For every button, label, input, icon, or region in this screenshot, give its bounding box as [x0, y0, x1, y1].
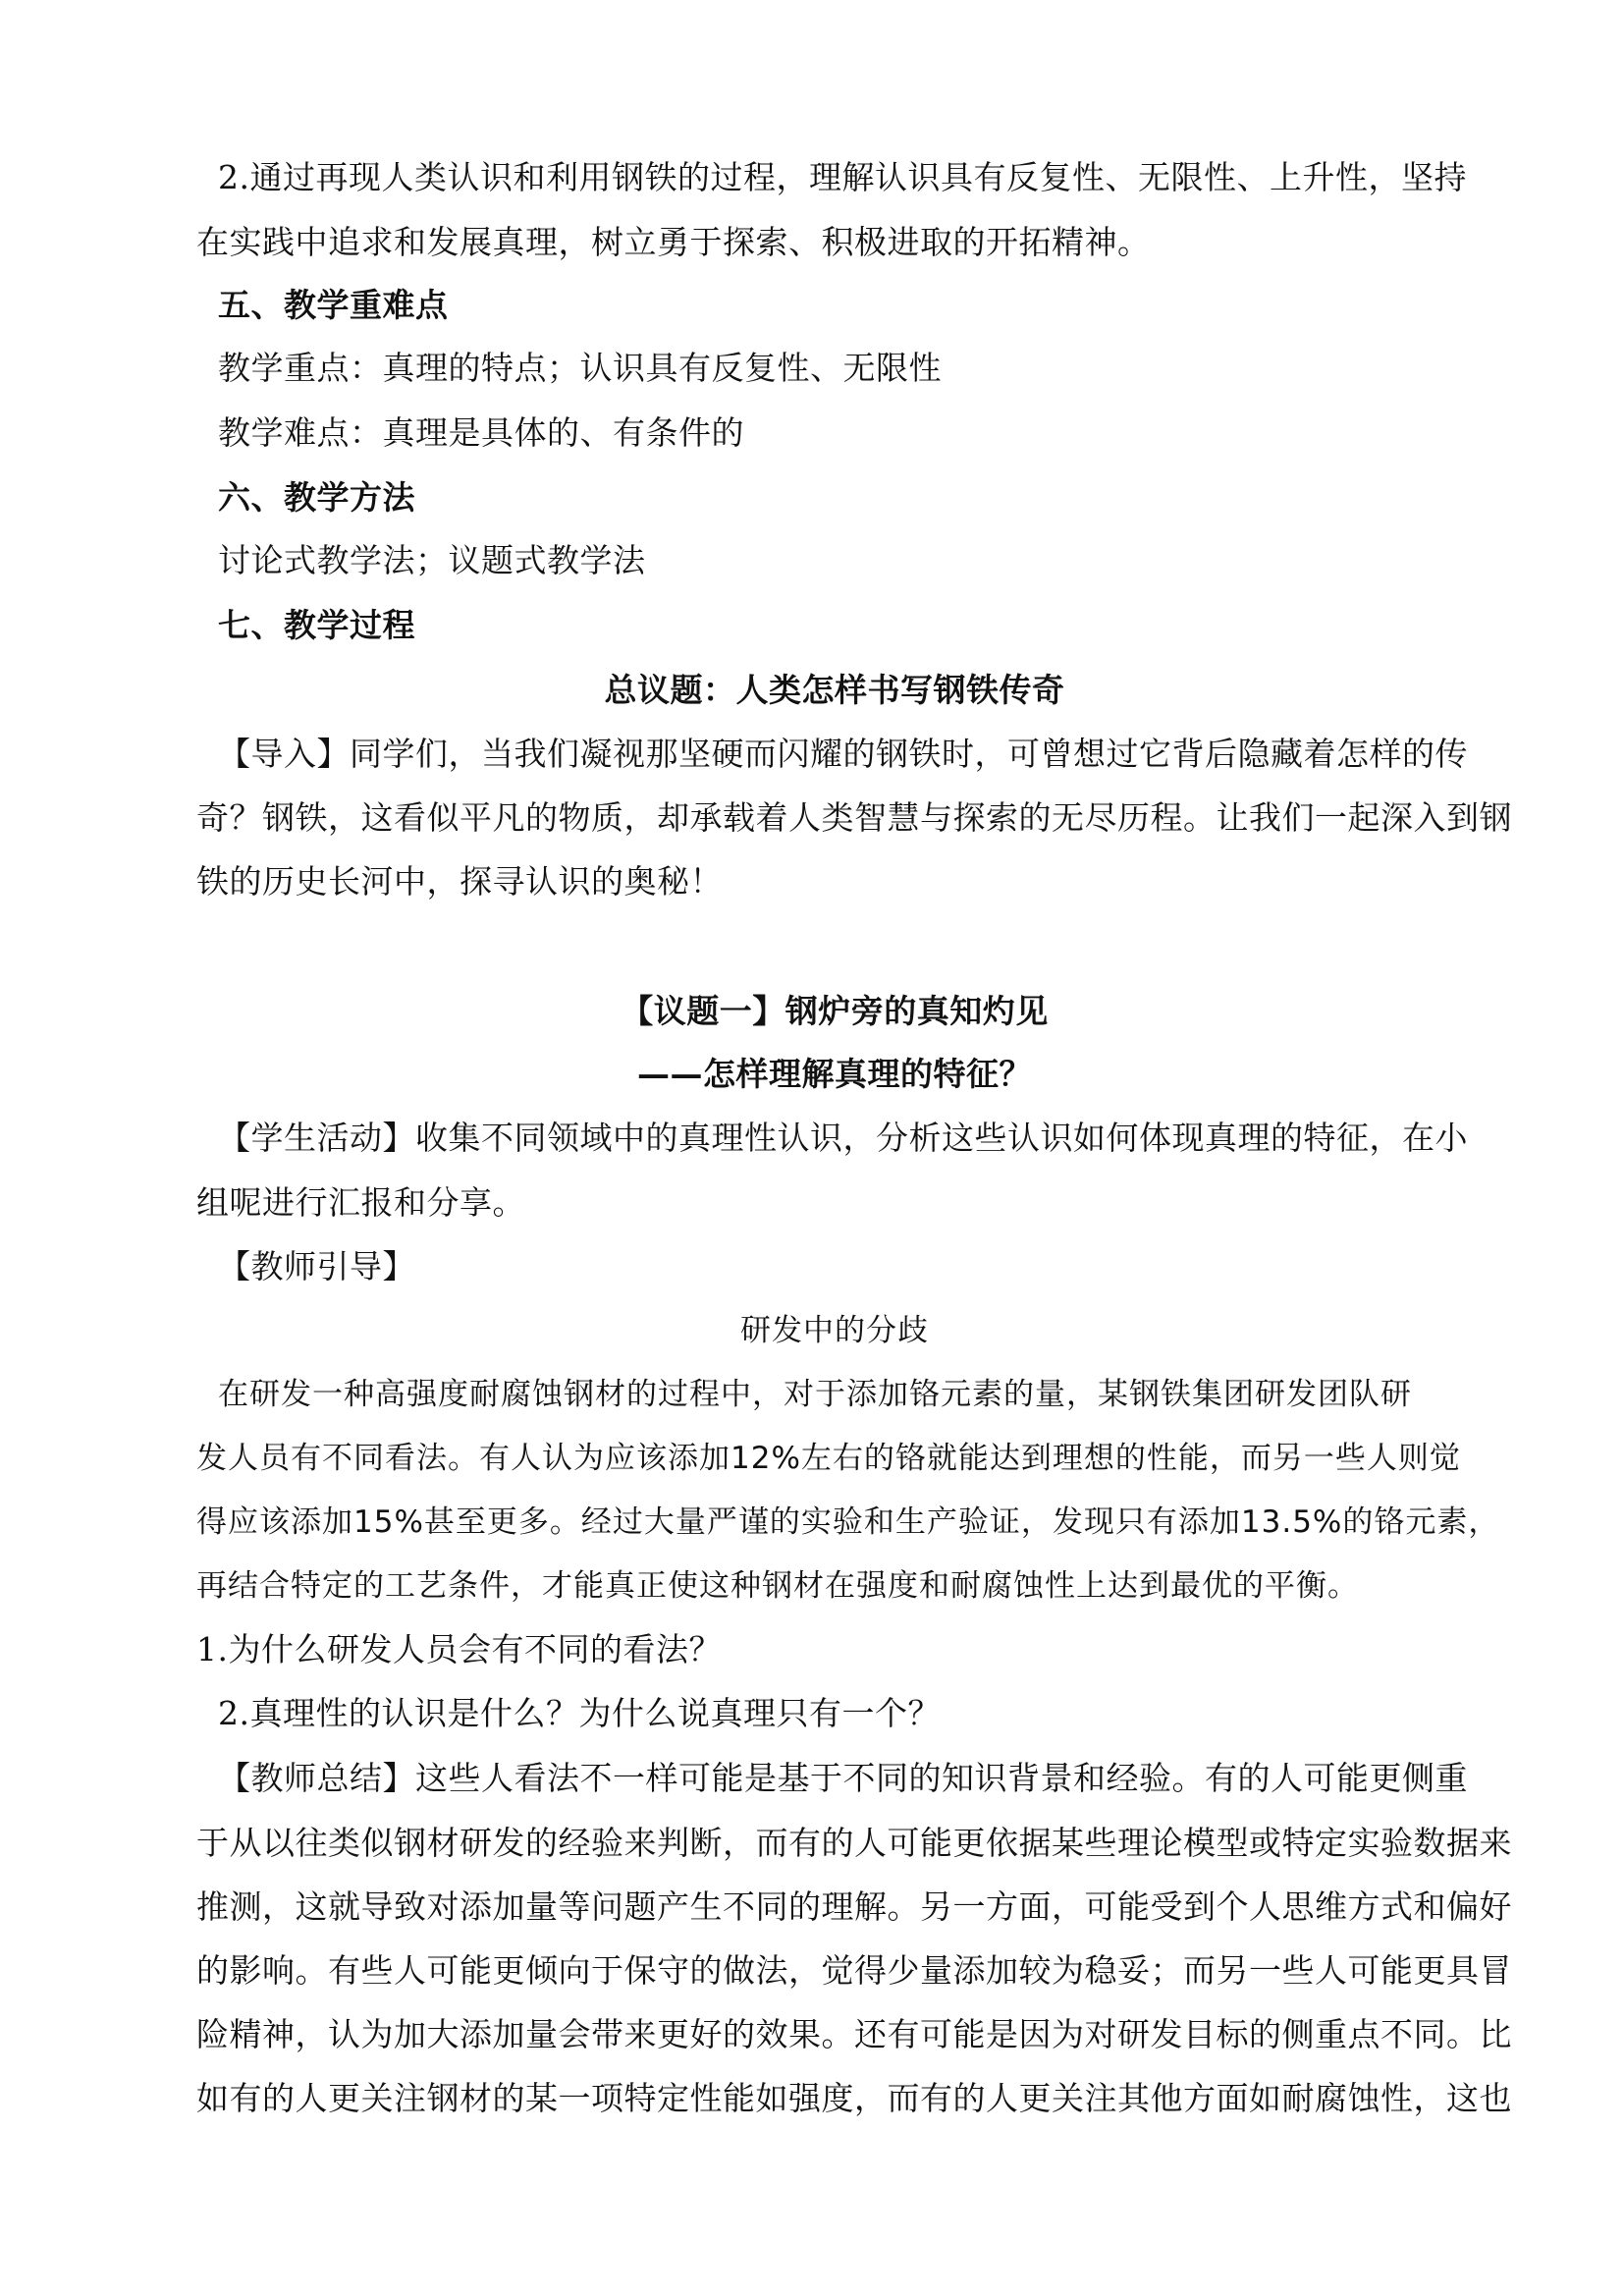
main-topic-title: 总议题：人类怎样书写钢铁传奇: [604, 671, 1065, 709]
objective-line-1: 2.通过再现人类认识和利用钢铁的过程，理解认识具有反复性、无限性、上升性，坚持: [218, 158, 1467, 196]
case-line-4: 再结合特定的工艺条件，才能真正使这种钢材在强度和耐腐蚀性上达到最优的平衡。: [196, 1568, 1359, 1604]
case-line-3: 得应该添加15%甚至更多。经过大量严谨的实验和生产验证，发现只有添加13.5%的铬元素，: [196, 1504, 1500, 1540]
objective-line-2: 在实践中追求和发展真理，树立勇于探索、积极进取的开拓精神。: [196, 223, 1151, 261]
case-line-1: 在研发一种高强度耐腐蚀钢材的过程中，对于添加铬元素的量，某钢铁集团研发团队研: [218, 1377, 1412, 1412]
topic-one-title: 【议题一】钢炉旁的真知灼见: [621, 992, 1049, 1030]
lead-in-line-3: 铁的历史长河中，探寻认识的奥秘！: [196, 862, 723, 901]
student-activity-line-1: 【学生活动】收集不同领域中的真理性认识，分析这些认识如何体现真理的特征，在小: [218, 1119, 1468, 1157]
lead-in-line-1: 【导入】同学们，当我们凝视那坚硬而闪耀的钢铁时，可曾想过它背后隐藏着怎样的传: [218, 735, 1468, 773]
case-line-2: 发人员有不同看法。有人认为应该添加12%左右的铬就能达到理想的性能，而另一些人则觉: [196, 1441, 1461, 1476]
teacher-summary-line-1: 【教师总结】这些人看法不一样可能是基于不同的知识背景和经验。有的人可能更侧重: [218, 1759, 1468, 1797]
teacher-guide-label: 【教师引导】: [218, 1247, 415, 1285]
student-activity-line-2: 组呢进行汇报和分享。: [196, 1183, 525, 1222]
teacher-summary-line-5: 险精神，认为加大添加量会带来更好的效果。还有可能是因为对研发目标的侧重点不同。比: [196, 2015, 1512, 2053]
teacher-summary-line-6: 如有的人更关注钢材的某一项特定性能如强度，而有的人更关注其他方面如耐腐蚀性，这也: [196, 2079, 1512, 2117]
key-point-text: 教学重点：真理的特点；认识具有反复性、无限性: [218, 349, 942, 387]
process-heading: 七、教学过程: [218, 606, 415, 644]
teacher-summary-line-2: 于从以往类似钢材研发的经验来判断，而有的人可能更依据某些理论模型或特定实验数据来: [196, 1824, 1512, 1862]
methods-heading: 六、教学方法: [218, 478, 415, 517]
teacher-summary-line-3: 推测，这就导致对添加量等问题产生不同的理解。另一方面，可能受到个人思维方式和偏好: [196, 1887, 1512, 1926]
question-2: 2.真理性的认识是什么？为什么说真理只有一个？: [218, 1694, 941, 1732]
question-1: 1.为什么研发人员会有不同的看法？: [196, 1630, 722, 1668]
case-title: 研发中的分歧: [740, 1313, 929, 1348]
difficult-point-text: 教学难点：真理是具体的、有条件的: [218, 413, 744, 452]
key-points-heading: 五、教学重难点: [218, 286, 449, 324]
lead-in-line-2: 奇？钢铁，这看似平凡的物质，却承载着人类智慧与探索的无尽历程。让我们一起深入到钢: [196, 798, 1512, 837]
teacher-summary-line-4: 的影响。有些人可能更倾向于保守的做法，觉得少量添加较为稳妥；而另一些人可能更具冒: [196, 1951, 1512, 1990]
methods-text: 讨论式教学法；议题式教学法: [218, 541, 646, 579]
topic-one-subtitle: ——怎样理解真理的特征？: [637, 1055, 1032, 1093]
